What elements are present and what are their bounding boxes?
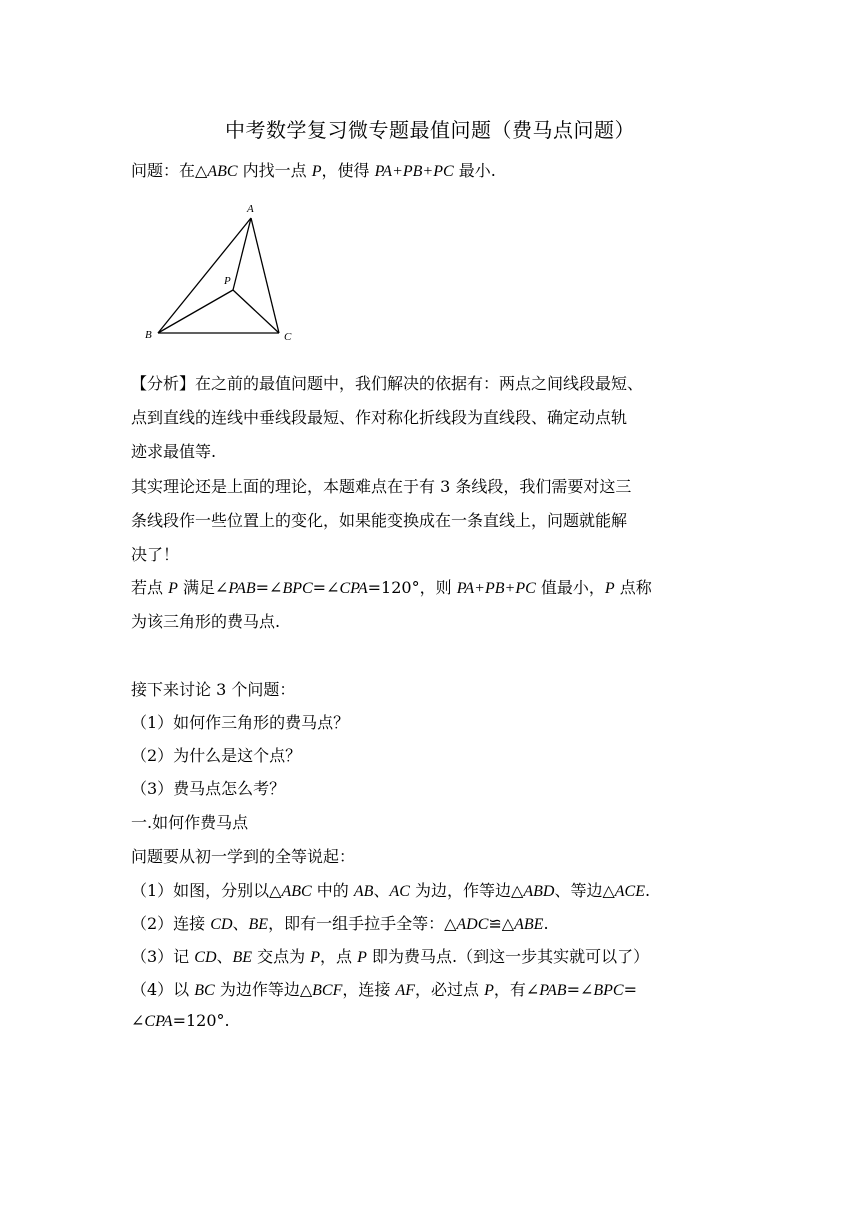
step-3: （3）记 CD、BE 交点为 P，点 P 即为费马点.（到这一步其实就可以了） [131,947,650,966]
section-intro: 问题要从初一学到的全等说起： [131,847,356,866]
fermat-line-1: 若点 P 满足∠PAB=∠BPC=∠CPA=120°，则 PA+PB+PC 值最小，P 点称 [131,578,652,597]
analysis-line-2: 点到直线的连线中垂线段最短、作对称化折线段为直线段、确定动点轨 [131,408,628,427]
section-heading: 一.如何作费马点 [131,813,249,832]
discuss-q3: （3）费马点怎么考？ [131,779,286,798]
step-2: （2）连接 CD、BE，即有一组手拉手全等：△ADC≌△ABE. [131,914,549,933]
theory-line-1: 其实理论还是上面的理论，本题难点在于有 3 条线段，我们需要对这三 [131,477,632,496]
analysis-line-3: 迹求最值等. [131,442,217,461]
label-p: P [224,275,231,287]
segment-pb [158,290,233,333]
step-4-line-2: ∠CPA=120°. [131,1011,230,1030]
label-a: A [247,203,254,215]
step-4-line-1: （4）以 BC 为边作等边△BCF，连接 AF，必过点 P，有∠PAB=∠BPC= [131,980,637,999]
theory-line-3: 决了！ [131,545,180,564]
discuss-q1: （1）如何作三角形的费马点？ [131,713,350,732]
step-1: （1）如图，分别以△ABC 中的 AB、AC 为边，作等边△ABD、等边△ACE. [131,881,651,900]
side-ac [251,218,279,333]
discuss-intro: 接下来讨论 3 个问题： [131,680,296,699]
problem-statement: 问题：在△ABC 内找一点 P，使得 PA+PB+PC 最小. [131,161,496,180]
theory-line-2: 条线段作一些位置上的变化，如果能变换成在一条直线上，问题就能解 [131,511,628,530]
label-b: B [145,329,152,341]
analysis-line-1: 【分析】在之前的最值问题中，我们解决的依据有：两点之间线段最短、 [131,374,644,393]
label-c: C [284,331,292,343]
discuss-q2: （2）为什么是这个点？ [131,746,302,765]
fermat-line-2: 为该三角形的费马点. [131,612,281,631]
segment-pc [233,290,279,333]
triangle-figure [138,198,298,346]
page-title: 中考数学复习微专题最值问题（费马点问题） [225,118,635,142]
